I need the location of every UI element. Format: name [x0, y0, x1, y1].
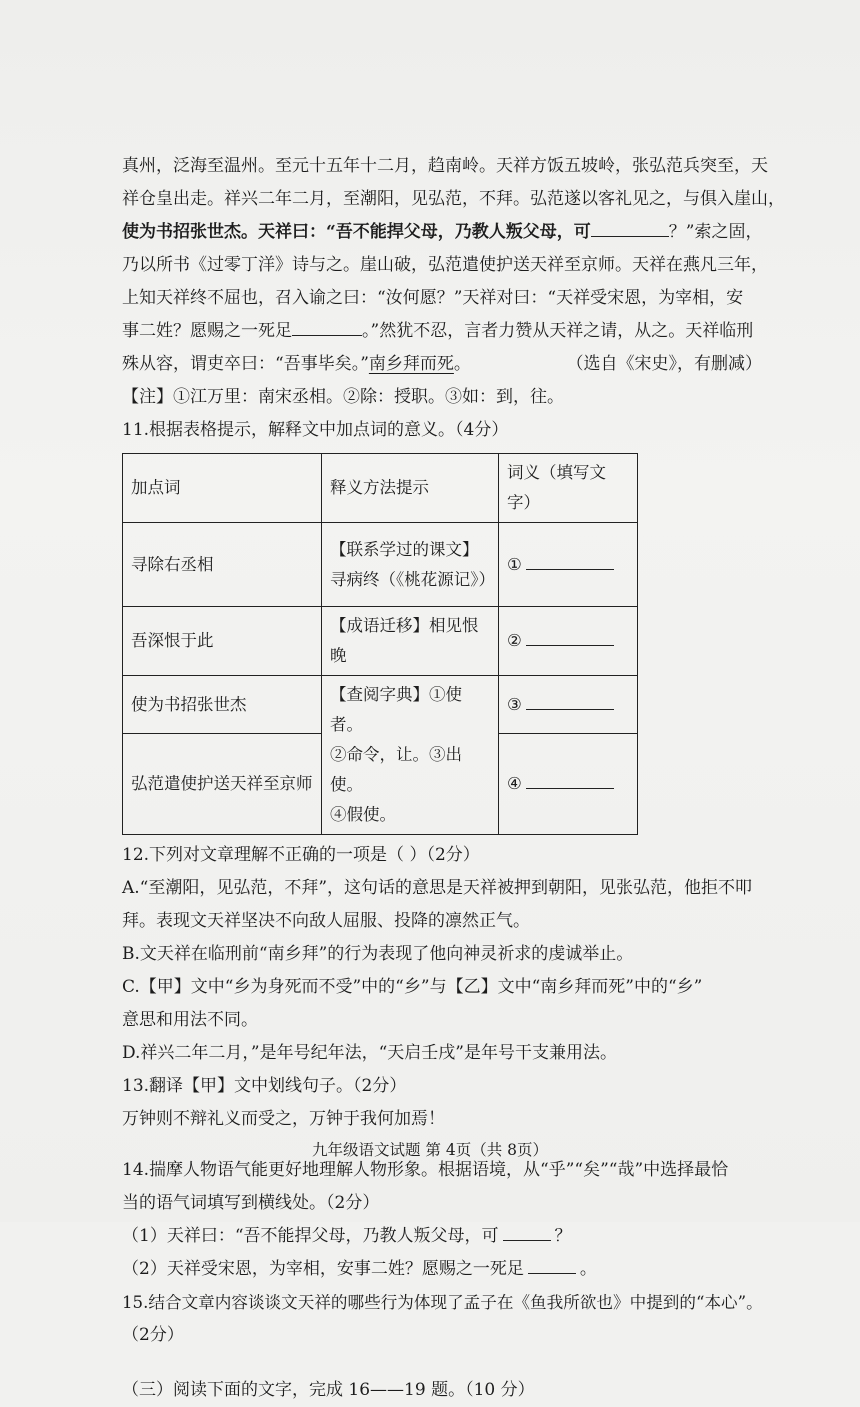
table-row: [123, 523, 638, 607]
hint-line: 【查阅字典】①使者。: [330, 685, 462, 734]
question-15: [122, 1286, 762, 1352]
fill-item: [122, 1253, 762, 1286]
fill-blank[interactable]: [503, 1224, 551, 1241]
fill-item-text: （2）天祥受宋恩，为宰相，安事二姓？愿赐之一死足: [122, 1259, 524, 1279]
table-cell-word: 使为书招张世杰: [123, 676, 322, 734]
option-line: C.【甲】文中“乡为身死而不受”中的“乡”与【乙】文中“南乡拜而死”中的“乡”: [122, 977, 703, 997]
page-content: [122, 150, 785, 1407]
page-footer: 九年级语文试题 第 4页（共 8页）: [311, 1141, 548, 1159]
passage-line: 祥仓皇出走。祥兴二年二月，至潮阳，见弘范，不拜。弘范遂以客礼见之，与俱入崖山，: [122, 189, 785, 209]
table-row: [123, 607, 638, 676]
question-stem: 11.根据表格提示，解释文中加点词的意义。（4分）: [122, 420, 509, 440]
passage-line: [122, 348, 762, 381]
passage-blank[interactable]: [292, 317, 362, 336]
classical-passage: [122, 150, 785, 414]
answer-mark: ①: [507, 554, 522, 574]
passage-line: 上知天祥终不屈也，召入谕之曰：“汝何愿？”天祥对曰：“天祥受宋恩，为宰相，安: [122, 288, 744, 308]
table-cell-hint: [322, 523, 499, 607]
question-14: [122, 1154, 762, 1286]
question-11: [122, 414, 762, 835]
passage-line: [122, 315, 762, 348]
passage-line-text: 使为书招张世杰。天祥曰：“吾不能捍父母，乃教人叛父母，可: [122, 222, 591, 242]
table-cell-answer[interactable]: [499, 734, 638, 835]
answer-blank[interactable]: [526, 691, 614, 710]
fill-item-text: ？: [554, 1226, 572, 1246]
fill-blank[interactable]: [528, 1257, 576, 1274]
table-header-row: [123, 454, 638, 523]
passage-line-text: 殊从容，谓吏卒曰：“吾事毕矣。”: [122, 354, 369, 374]
table-cell-hint: 【成语迁移】相见恨晚: [322, 607, 499, 676]
fill-item: [122, 1220, 762, 1253]
passage-line: 真州，泛海至温州。至元十五年十二月，趋南岭。天祥方饭五坡岭，张弘范兵突至，天: [122, 156, 768, 176]
section-heading: （三）阅读下面的文字，完成 16——19 题。（10 分）: [122, 1380, 535, 1400]
table-row: [123, 676, 638, 734]
hint-line: ④假使。: [330, 805, 396, 824]
answer-blank[interactable]: [526, 627, 614, 646]
question-stem: 15.结合文章内容谈谈文天祥的哪些行为体现了孟子在《鱼我所欲也》中提到的“本心”。: [122, 1293, 763, 1312]
passage-line-text: ？”索之固，: [668, 222, 763, 242]
passage-line: 乃以所书《过零丁洋》诗与之。崖山破，弘范遣使护送天祥至京师。天祥在燕凡三年，: [122, 255, 768, 275]
question-stem: 当的语气词填写到横线处。（2分）: [122, 1193, 380, 1213]
table-cell-answer[interactable]: [499, 523, 638, 607]
question-stem: 14.揣摩人物语气能更好地理解人物形象。根据语境，从“乎”“矣”“哉”中选择最恰: [122, 1160, 729, 1180]
question-13: [122, 1070, 762, 1136]
table-header: 释义方法提示: [322, 454, 499, 523]
table-header: 加点词: [123, 454, 322, 523]
table-cell-word: 吾深恨于此: [123, 607, 322, 676]
table-cell-answer[interactable]: [499, 676, 638, 734]
table-cell-word: 寻除右丞相: [123, 523, 322, 607]
passage-line-text: 。”然犹不忍，言者力赞从天祥之请，从之。天祥临刑: [362, 321, 754, 341]
option-line: 意思和用法不同。: [122, 1010, 258, 1030]
translation-sentence: 万钟则不辩礼义而受之，万钟于我何加焉！: [122, 1109, 445, 1129]
question-stem: 13.翻译【甲】文中划线句子。（2分）: [122, 1076, 407, 1096]
passage-blank[interactable]: [591, 218, 669, 237]
fill-item-text: 。: [579, 1259, 597, 1279]
hint-line: 寻病终（《桃花源记》）: [330, 569, 495, 589]
passage-note: 【注】①江万里：南宋丞相。②除：授职。③如：到，往。: [122, 387, 564, 407]
fill-item-text: （1）天祥曰：“吾不能捍父母，乃教人叛父母，可: [122, 1226, 499, 1246]
passage-line-text: 事二姓？愿赐之一死足: [122, 321, 292, 341]
passage-line: [122, 216, 762, 249]
question-stem: （2分）: [122, 1325, 184, 1345]
option-line: B.文天祥在临刑前“南乡拜”的行为表现了他向神灵祈求的虔诚举止。: [122, 944, 634, 964]
answer-blank[interactable]: [526, 551, 614, 570]
answer-mark: ④: [507, 774, 522, 794]
question-stem: 12.下列对文章理解不正确的一项是（ ）（2分）: [122, 845, 480, 865]
hint-line: ②命令，让。③出使。: [330, 745, 462, 794]
section-3: [122, 1374, 762, 1407]
underlined-sentence: 南乡拜而死: [368, 354, 454, 374]
passage-line-text: 。: [453, 354, 471, 374]
answer-blank[interactable]: [526, 770, 614, 789]
table-header: 词义（填写文字）: [499, 454, 638, 523]
option-line: A.“至潮阳，见弘范，不拜”，这句话的意思是天祥被押到朝阳，见张弘范，他拒不叩: [122, 878, 753, 898]
passage-source: （选自《宋史》，有删减）: [566, 354, 762, 374]
option-line: 拜。表现文天祥坚决不向敌人屈服、投降的凛然正气。: [122, 911, 530, 931]
option-line: D.祥兴二年二月，”是年号纪年法，“天启壬戌”是年号干支兼用法。: [122, 1043, 617, 1063]
answer-mark: ③: [507, 694, 522, 714]
table-cell-answer[interactable]: [499, 607, 638, 676]
table-cell-hint: [322, 676, 499, 835]
answer-mark: ②: [507, 631, 522, 650]
vocabulary-table: [122, 453, 638, 835]
hint-line: 【联系学过的课文】: [330, 539, 479, 559]
table-cell-word: 弘范遣使护送天祥至京师: [123, 734, 322, 835]
question-12: [122, 839, 762, 1070]
